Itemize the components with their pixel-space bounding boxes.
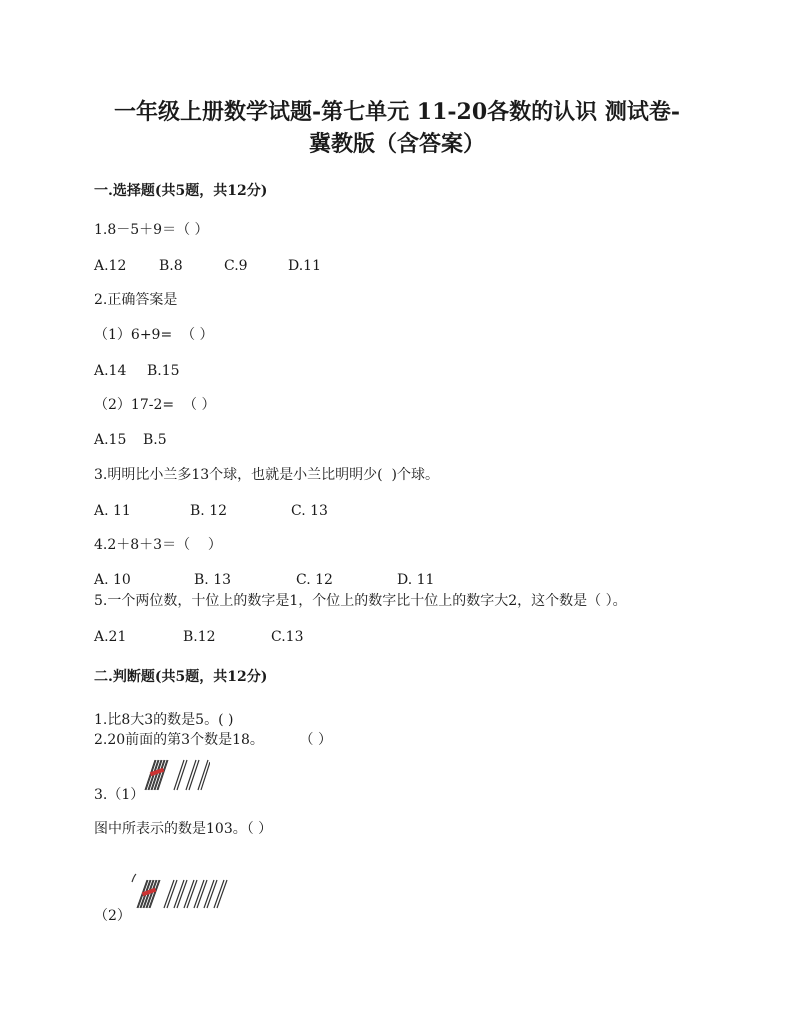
question-4-option-d: D. 11 <box>397 572 435 588</box>
question-4-stem: 4.2＋8＋3＝（ ） <box>94 537 222 553</box>
question-3-option-c: C. 13 <box>291 503 328 519</box>
question-3-option-a: A. 11 <box>94 503 131 519</box>
judgement-2: 2.20前面的第3个数是18。 （ ） <box>94 732 332 748</box>
document-title-line-1: 一年级上册数学试题-第七单元 11-20各数的认识 测试卷- <box>114 99 680 125</box>
counting-sticks-image-2 <box>128 872 228 912</box>
judgement-3-2-label: （2） <box>94 908 131 924</box>
question-5-option-a: A.21 <box>94 629 127 645</box>
judgement-3-text: 图中所表示的数是103。（ ） <box>94 821 273 837</box>
question-1-option-d: D.11 <box>288 258 321 274</box>
question-3-option-b: B. 12 <box>190 503 228 519</box>
question-5-stem: 5.一个两位数，十位上的数字是1，个位上的数字比十位上的数字大2，这个数是（ ）。 <box>94 593 627 609</box>
question-2-1-option-a: A.14 <box>94 363 127 379</box>
question-2-1-option-b: B.15 <box>147 363 180 379</box>
question-1-option-a: A.12 <box>94 258 127 274</box>
question-1-option-c: C.9 <box>224 258 248 274</box>
question-4-option-b: B. 13 <box>194 572 232 588</box>
question-4-option-a: A. 10 <box>94 572 131 588</box>
question-2-1-stem: （1）6+9= （ ） <box>94 327 214 343</box>
judgement-3-label: 3.（1） <box>94 787 145 803</box>
question-2-2-option-a: A.15 <box>94 432 127 448</box>
question-1-stem: 1.8－5＋9＝（ ） <box>94 222 209 238</box>
question-1-option-b: B.8 <box>159 258 183 274</box>
question-3-stem: 3.明明比小兰多13个球，也就是小兰比明明少( )个球。 <box>94 467 439 483</box>
section-2-heading: 二.判断题(共5题，共12分) <box>94 669 268 685</box>
question-5-option-b: B.12 <box>183 629 216 645</box>
section-1-heading: 一.选择题(共5题，共12分) <box>94 183 268 199</box>
counting-sticks-image-1 <box>142 756 210 794</box>
question-5-option-c: C.13 <box>271 629 304 645</box>
judgement-1: 1.比8大3的数是5。( ) <box>94 712 234 728</box>
question-2-2-stem: （2）17-2= （ ） <box>94 397 216 413</box>
question-4-option-c: C. 12 <box>296 572 333 588</box>
question-2-stem: 2.正确答案是 <box>94 292 178 308</box>
question-2-2-option-b: B.5 <box>143 432 167 448</box>
document-title-line-2: 冀教版（含答案） <box>308 131 485 157</box>
